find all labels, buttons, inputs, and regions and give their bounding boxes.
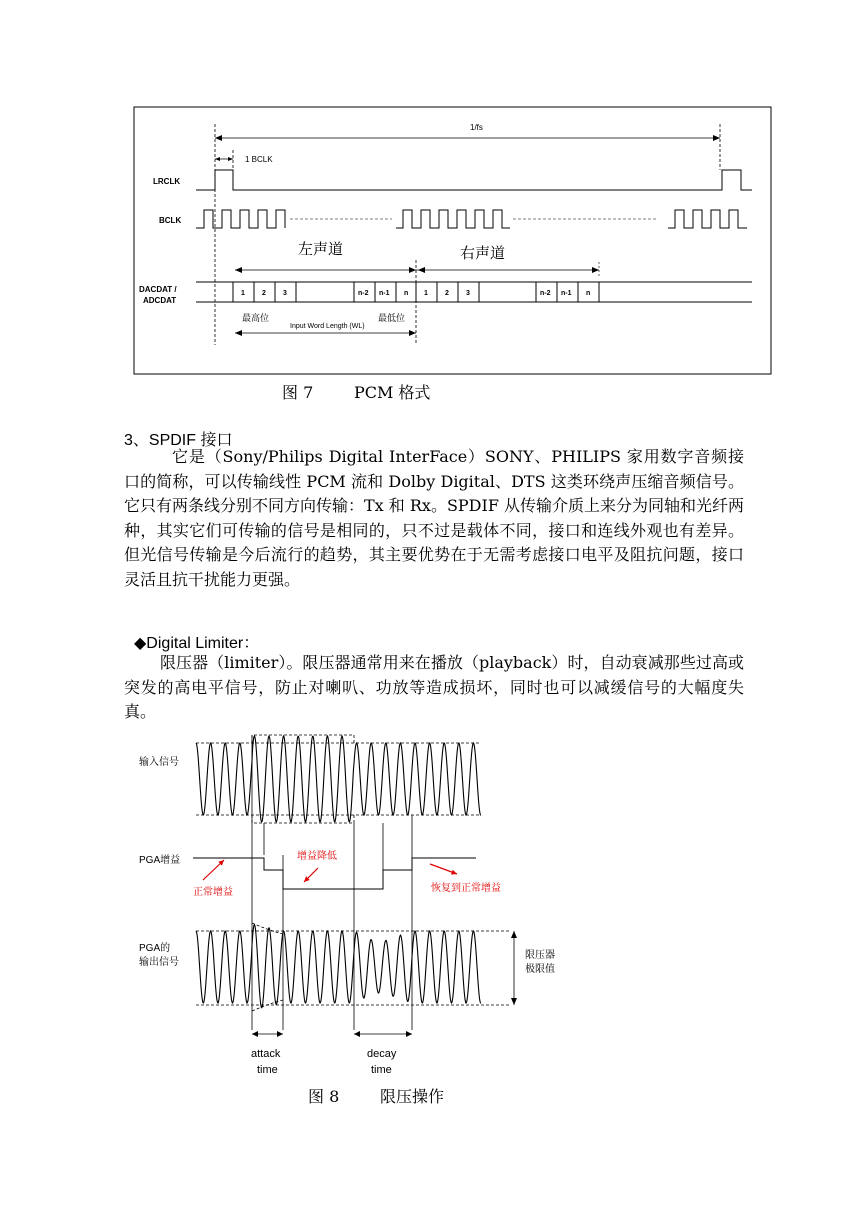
- attack-arrow-head-l: [252, 1031, 258, 1037]
- slot-l-2: 2: [262, 290, 266, 297]
- section-3-heading: 3、SPDIF 接口: [124, 432, 233, 449]
- left-channel-label: 左声道: [298, 240, 344, 258]
- bclk-waveform-1: [196, 210, 285, 228]
- adcdat-label: ADCDAT: [143, 296, 177, 305]
- attack-label-2: time: [257, 1064, 278, 1076]
- slot-r-2: 2: [445, 290, 449, 297]
- lsb-label: 最低位: [378, 313, 406, 323]
- decay-arrow-head-r: [406, 1031, 412, 1037]
- attack-envelope-bottom: [252, 1000, 283, 1011]
- limit-arrow-head-top: [511, 931, 517, 938]
- restore-gain-label: 恢复到正常增益: [431, 883, 501, 894]
- bclk-waveform-2: [396, 210, 510, 228]
- slot-l-n2: n-2: [358, 290, 369, 297]
- restore-gain-arrow-head: [451, 870, 457, 875]
- figure-7-caption: 图 7 PCM 格式: [282, 383, 431, 402]
- section-3-body: 它是（Sony/Philips Digital InterFace）SONY、PHILIPS 家用数字音频接口的简称，可以传输线性 PCM 流和 Dolby Digital、DTS 这类环绕声压缩音频信号。它只有两条线分别不同方向传输：Tx 和 Rx。SPDIF 从传输介质上来分为同轴和光纤两种，其实它们可传输的信号是相同的，只不过是载体不同，接口和连线外观也有差异。但光信号传输是今后流行的趋势，其主要优势在于无需考虑接口电平及阻抗问题，接口灵活且抗干扰能力更强。: [124, 447, 745, 589]
- pga-output-label-1: PGA的: [139, 943, 171, 954]
- slot-l-1: 1: [241, 290, 245, 297]
- slot-r-3: 3: [466, 290, 470, 297]
- lrclk-label: LRCLK: [153, 177, 181, 186]
- slot-r-n2: n-2: [540, 290, 551, 297]
- input-signal-label: 输入信号: [139, 757, 179, 768]
- limit-label-1: 限压器: [525, 950, 555, 961]
- limiter-figure: [0, 720, 868, 1080]
- slot-r-n1: n-1: [561, 290, 572, 297]
- slot-r-n: n: [586, 290, 591, 297]
- slot-r-1: 1: [424, 290, 428, 297]
- lrclk-waveform: [196, 170, 752, 190]
- attack-label-1: attack: [251, 1048, 281, 1060]
- bclk-width-label: 1 BCLK: [245, 155, 273, 164]
- right-channel-label: 右声道: [460, 244, 506, 262]
- figure-8-caption: 图 8 限压操作: [308, 1087, 444, 1106]
- output-waveform: [196, 925, 481, 1008]
- pga-output-label-2: 输出信号: [139, 957, 179, 968]
- figure-frame: [134, 107, 771, 374]
- slot-l-n: n: [404, 290, 409, 297]
- word-length-label: Input Word Length (WL): [290, 323, 365, 330]
- msb-label: 最高位: [242, 313, 270, 323]
- limiter-heading: ◆Digital Limiter：: [134, 635, 260, 652]
- decay-label-1: decay: [367, 1048, 397, 1060]
- bclk-label: BCLK: [159, 216, 182, 225]
- attack-arrow-head-r: [277, 1031, 283, 1037]
- bclk-waveform-3: [668, 210, 747, 228]
- slot-l-n1: n-1: [379, 290, 390, 297]
- input-waveform: [196, 736, 481, 822]
- limit-label-2: 极限值: [525, 964, 555, 975]
- limit-arrow-head-bottom: [511, 998, 517, 1005]
- input-burst-bottom: [252, 815, 354, 823]
- slot-l-3: 3: [283, 290, 287, 297]
- decay-label-2: time: [371, 1064, 392, 1076]
- pga-gain-label: PGA增益: [139, 855, 181, 866]
- decay-arrow-head-l: [354, 1031, 360, 1037]
- dacdat-label: DACDAT /: [139, 285, 177, 294]
- normal-gain-label: 正常增益: [193, 887, 233, 898]
- pcm-format-figure: [0, 0, 868, 400]
- limiter-body: 限压器（limiter）。限压器通常用来在播放（playback）时，自动衰减那些过高或突发的高电平信号，防止对喇叭、功放等造成损坏，同时也可以减缓信号的大幅度失真。: [124, 653, 744, 721]
- period-label: 1/fs: [470, 123, 483, 132]
- gain-down-label: 增益降低: [297, 851, 337, 862]
